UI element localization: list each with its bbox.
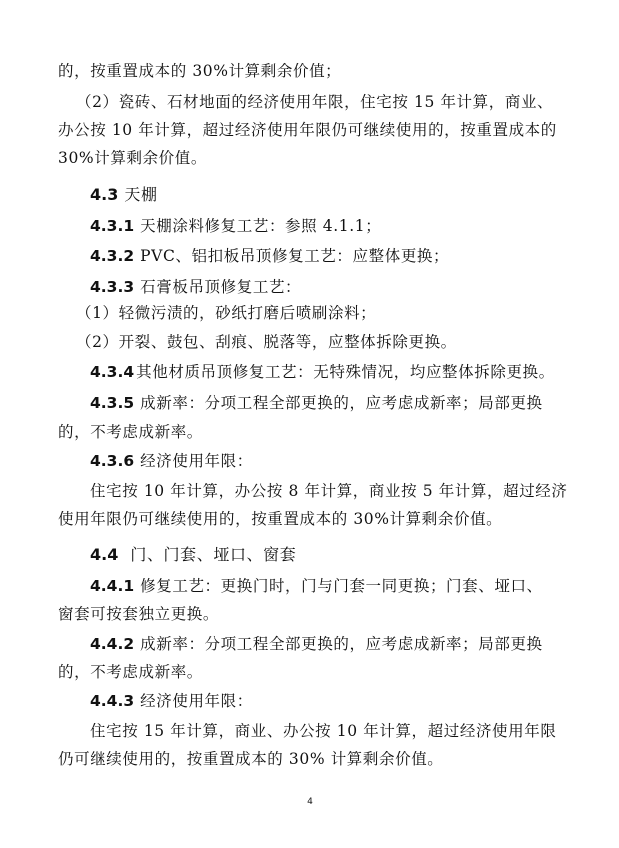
line-text: 的，按重置成本的 30%计算剩余价值； bbox=[58, 62, 342, 80]
subsection-line bbox=[90, 576, 600, 596]
line-text: 成新率：分项工程全部更换的，应考虑成新率；局部更换 bbox=[140, 394, 543, 412]
line-text: PVC、铝扣板吊顶修复工艺：应整体更换； bbox=[140, 247, 450, 265]
line-text: 30%计算剩余价值。 bbox=[58, 149, 207, 167]
subsection-number: 4.4.3 bbox=[90, 692, 135, 710]
section-title: 门、门套、垭口、窗套 bbox=[130, 545, 297, 564]
paragraph-line bbox=[90, 481, 600, 501]
line-text: 的，不考虑成新率。 bbox=[58, 663, 203, 681]
subsection-number: 4.3.6 bbox=[90, 452, 135, 470]
subsection-number: 4.3.4 bbox=[90, 363, 135, 381]
line-text: 住宅按 10 年计算，办公按 8 年计算，商业按 5 年计算，超过经济 bbox=[90, 482, 568, 500]
line-text: 修复工艺：更换门时，门与门套一同更换；门套、垭口、 bbox=[140, 577, 543, 595]
subsection-line bbox=[90, 634, 600, 654]
line-text: 住宅按 15 年计算，商业、办公按 10 年计算，超过经济使用年限 bbox=[90, 722, 557, 740]
list-item bbox=[76, 332, 586, 352]
line-text: 天棚涂料修复工艺：参照 4.1.1； bbox=[140, 217, 382, 235]
line-text: （1）轻微污渍的，砂纸打磨后喷刷涂料； bbox=[76, 304, 377, 322]
paragraph-line bbox=[58, 61, 568, 81]
line-text: 窗套可按套独立更换。 bbox=[58, 605, 220, 623]
subsection-line bbox=[90, 362, 600, 382]
section-heading bbox=[90, 545, 600, 565]
section-title: 天棚 bbox=[124, 185, 158, 204]
subsection-number: 4.4.1 bbox=[90, 577, 135, 595]
line-text: 的，不考虑成新率。 bbox=[58, 423, 203, 441]
subsection-line bbox=[90, 691, 600, 711]
paragraph-line bbox=[58, 662, 568, 682]
paragraph-line bbox=[58, 120, 568, 140]
subsection-line bbox=[90, 277, 600, 297]
subsection-line bbox=[90, 216, 600, 236]
subsection-line bbox=[90, 393, 600, 413]
page-number: 4 bbox=[307, 797, 313, 807]
line-text: 经济使用年限： bbox=[140, 692, 253, 710]
subsection-number: 4.3.1 bbox=[90, 217, 135, 235]
list-item bbox=[76, 303, 586, 323]
subsection-number: 4.4.2 bbox=[90, 635, 135, 653]
line-text: 仍可继续使用的，按重置成本的 30% 计算剩余价值。 bbox=[58, 750, 444, 768]
line-text: 办公按 10 年计算，超过经济使用年限仍可继续使用的，按重置成本的 bbox=[58, 121, 557, 139]
line-text: （2）开裂、鼓包、刮痕、脱落等，应整体拆除更换。 bbox=[76, 333, 457, 351]
subsection-number: 4.3.5 bbox=[90, 394, 135, 412]
line-text: 成新率：分项工程全部更换的，应考虑成新率；局部更换 bbox=[140, 635, 543, 653]
subsection-number: 4.3.3 bbox=[90, 278, 135, 296]
paragraph-line bbox=[58, 422, 568, 442]
subsection-line bbox=[90, 246, 600, 266]
line-text: 其他材质吊顶修复工艺：无特殊情况，均应整体拆除更换。 bbox=[136, 363, 555, 381]
line-text: （2）瓷砖、石材地面的经济使用年限，住宅按 15 年计算，商业、 bbox=[76, 93, 554, 111]
subsection-number: 4.3.2 bbox=[90, 247, 135, 265]
line-text: 石膏板吊顶修复工艺： bbox=[140, 278, 302, 296]
paragraph-line bbox=[90, 721, 600, 741]
line-text: 使用年限仍可继续使用的，按重置成本的 30%计算剩余价值。 bbox=[58, 510, 503, 528]
section-number: 4.4 bbox=[90, 545, 119, 564]
paragraph-line bbox=[58, 148, 568, 168]
paragraph-line bbox=[58, 749, 568, 769]
paragraph-line bbox=[76, 92, 586, 112]
paragraph-line bbox=[58, 604, 568, 624]
paragraph-line bbox=[58, 509, 568, 529]
section-heading bbox=[90, 185, 600, 205]
section-number: 4.3 bbox=[90, 185, 119, 204]
line-text: 经济使用年限： bbox=[140, 452, 253, 470]
subsection-line bbox=[90, 451, 600, 471]
